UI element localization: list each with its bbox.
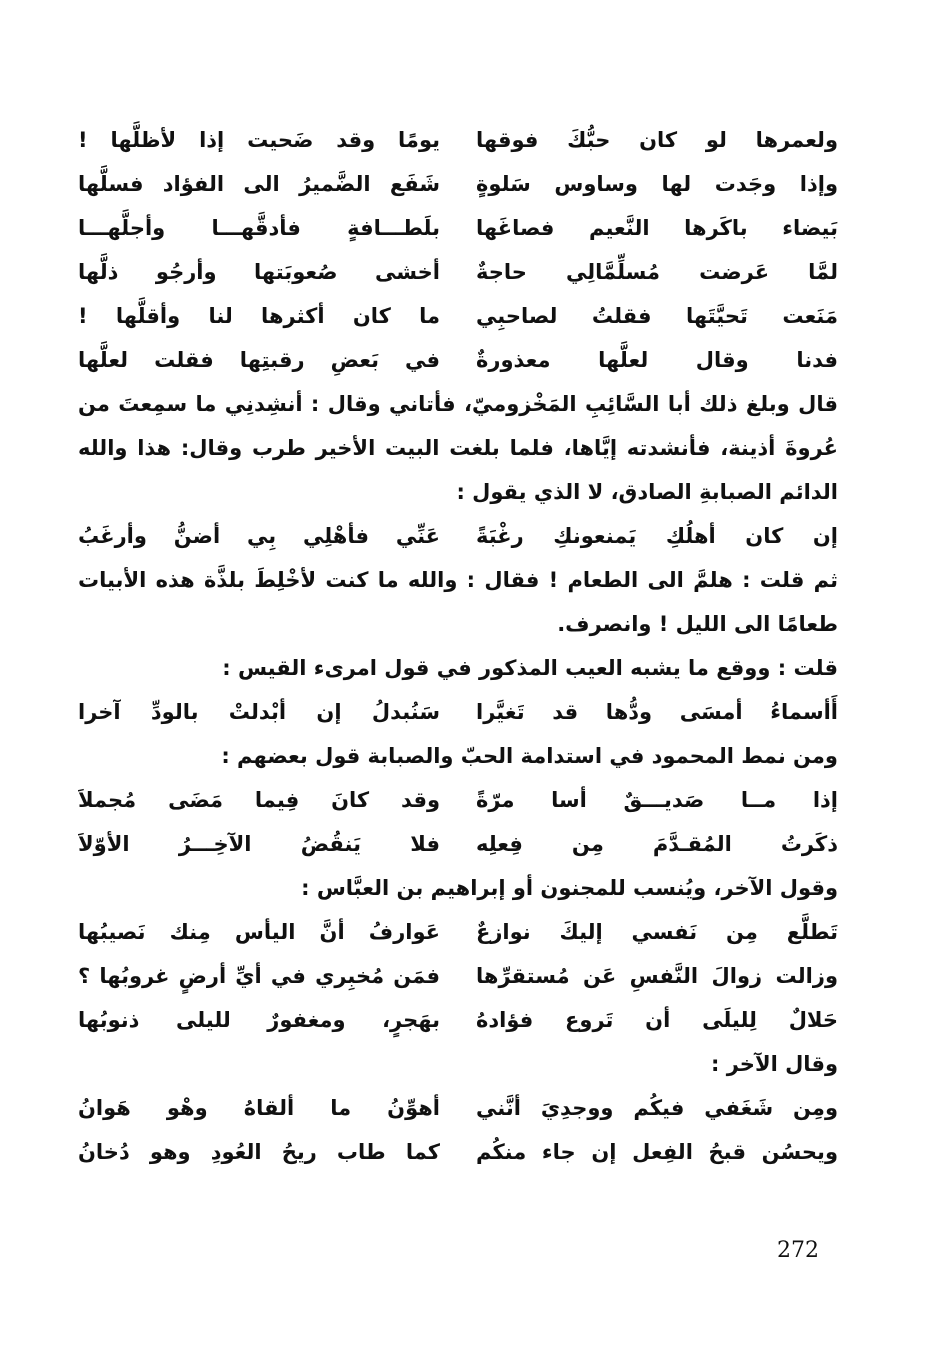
- hemistich-first: فدنا وقال لعلَّها معذورةٌ: [476, 348, 838, 372]
- verse-line: [78, 118, 838, 162]
- hemistich-first: وزالت زوالَ النَّفسِ عَن مُستقرِّها: [476, 964, 838, 988]
- hemistich-second: فلا يَنقُضُ الآخِـــرُ الأوّلاَ: [78, 832, 440, 856]
- hemistich-second: عَوارفُ أنَّ اليأس مِنك نَصيبُها: [78, 920, 440, 944]
- hemistich-first: إذا مــا صَديـــقٌ أسا مرّةً: [476, 788, 838, 812]
- hemistich-first: بَيضاء باكَرها النَّعيم فصاغَها: [476, 216, 838, 240]
- verse-line: [78, 206, 838, 250]
- prose-paragraph: قال وبلغ ذلك أبا السَّائِبِ المَخْزوميّ، فأتاني وقال : أنشِدنِي ما سمِعتَ من عُروةَ أذينة، فأنشدته إيَّاها، فلما بلغت البيت الأخير طرب وقال: هذا والله الدائم الصبابةِ الصادق، لا الذي يقول :: [78, 392, 838, 504]
- verse-line: [78, 910, 838, 954]
- hemistich-second: أهوِّنُ ما ألقاهُ وهْو هَوانُ: [78, 1096, 440, 1120]
- verse-line: [78, 162, 838, 206]
- verse-line: [78, 998, 838, 1042]
- hemistich-second: وقد كانَ فِيما مَضَى مُجملاَ: [78, 788, 440, 812]
- hemistich-first: ويحسُن قبحُ الفِعل إن جاء منكُم: [476, 1140, 838, 1164]
- hemistich-first: حَلالٌ لِليلَى أن تَروع فؤادهُ: [476, 1008, 838, 1032]
- prose-paragraph: ومن نمط المحمود في استدامة الحبّ والصبابة قول بعضهم :: [221, 744, 838, 768]
- verse-line: [78, 294, 838, 338]
- prose-paragraph: وقال الآخر :: [711, 1052, 838, 1076]
- hemistich-first: تَطلَّع مِن نَفسي إليكَ نوازعٌ: [476, 920, 838, 944]
- hemistich-second: يومًا وقد ضَحيت إذا لأظلَّها !: [78, 128, 440, 152]
- hemistich-first: إن كان أهلُكِ يَمنعونكِ رغْبَةً: [476, 524, 838, 548]
- hemistich-second: شَفَع الضَّميرُ الى الفؤاد فسلَّها: [78, 172, 440, 196]
- page-number: 272: [777, 1238, 819, 1263]
- verse-line: [78, 822, 838, 866]
- hemistich-first: أَأسماءُ أمسَى ودُّها قد تَغيَّرا: [476, 700, 838, 724]
- hemistich-second: بهَجرٍ، ومغفورٌ لليلى ذنوبُها: [78, 1008, 440, 1032]
- hemistich-second: ما كان أكثرها لنا وأقلَّها !: [78, 304, 440, 328]
- hemistich-second: أخشى صُعوبَتها وأرجُو ذلَّها: [78, 260, 440, 284]
- prose-paragraph: ثم قلت : هلمَّ الى الطعام ! فقال : والله ما كنت لأخْلِطَ بلذَّة هذه الأبيات طعامًا الى الليل ! وانصرف.: [78, 568, 838, 636]
- verse-line: [78, 1130, 838, 1174]
- hemistich-second: سَنُبدلُ إن أبْدلتْ بالودِّ آخرا: [78, 700, 440, 724]
- hemistich-first: لمَّا عَرضت مُسلِّمَّالِي حاجةٌ: [476, 260, 838, 284]
- page-body: [78, 118, 838, 1174]
- verse-line: [78, 690, 838, 734]
- hemistich-second: بلَطـــافةٍ فأدقَّهـــا وأجلَّهـــا: [78, 216, 440, 240]
- verse-line: [78, 338, 838, 382]
- verse-line: [78, 778, 838, 822]
- hemistich-second: في بَعضِ رقبتِها فقلت لعلَّها: [78, 348, 440, 372]
- verse-line: [78, 250, 838, 294]
- hemistich-first: ولعمرها لو كان حبُّكَ فوقها: [476, 128, 838, 152]
- verse-line: [78, 954, 838, 998]
- hemistich-first: مَنَعت تَحيَّتَها فقلتُ لصاحبِي: [476, 304, 838, 328]
- hemistich-first: ومِن شَغَفي فيكُم ووجدِيَ أنَّني: [476, 1096, 838, 1120]
- hemistich-first: ذكَرتُ المُقـدَّمَ مِن فِعلِه: [476, 832, 838, 856]
- hemistich-second: فمَن مُخبِري في أيِّ أرضٍ غروبُها ؟: [78, 964, 440, 988]
- prose-paragraph: وقول الآخر، ويُنسب للمجنون أو إبراهيم بن العبَّاس :: [301, 876, 838, 900]
- hemistich-second: عَنِّي فأهْلِي بِي أضنُّ وأرغَبُ: [78, 524, 440, 548]
- verse-line: [78, 514, 838, 558]
- verse-line: [78, 1086, 838, 1130]
- prose-paragraph: قلت : ووقع ما يشبه العيب المذكور في قول امرىء القيس :: [222, 656, 838, 680]
- hemistich-second: كما طاب ريحُ العُودِ وهو دُخانُ: [78, 1140, 440, 1164]
- hemistich-first: وإذا وجَدت لها وساوس سَلوةٍ: [476, 172, 838, 196]
